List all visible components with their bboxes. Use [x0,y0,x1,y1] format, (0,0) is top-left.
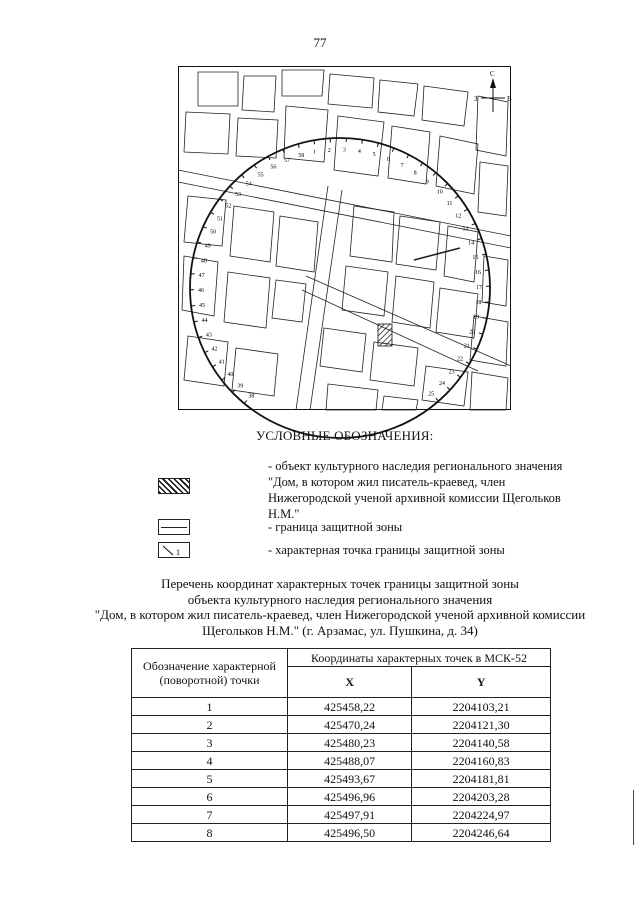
table-cell-x: 425488,07 [288,752,412,770]
table-cell-point: 3 [132,734,288,752]
boundary-point-label: 13 [462,226,469,233]
boundary-point-label: 40 [227,371,234,378]
column-header-y: Y [412,667,551,698]
boundary-point-label: 44 [201,318,208,325]
table-cell-point: 6 [132,788,288,806]
boundary-point-label: 20 [469,329,476,336]
boundary-point-label: 25 [428,391,435,398]
coordinates-list-heading [60,576,620,638]
site-plan-map [178,66,511,410]
boundary-point-label: 57 [284,158,291,165]
boundary-point-label: 43 [205,332,212,339]
boundary-point-label: 4 [357,149,361,156]
table-cell-x: 425496,96 [288,788,412,806]
table-cell-point: 2 [132,716,288,734]
table-row [132,716,551,734]
hatched-building-icon [158,478,190,494]
legend-text-boundary: - граница защитной зоны [268,520,403,534]
table-cell-x: 425480,23 [288,734,412,752]
heading-line-4: Щегольков Н.М." (г. Арзамас, ул. Пушкина, д. 34) [202,622,478,638]
boundary-point-label: 11 [446,201,453,208]
table-row [132,806,551,824]
table-cell-point: 5 [132,770,288,788]
table-cell-y: 2204181,81 [412,770,551,788]
boundary-point-label: 18 [475,299,482,306]
boundary-point-icon [158,542,190,558]
table-cell-point: 4 [132,752,288,770]
boundary-point-label: 46 [198,288,205,295]
boundary-point-label: 39 [237,383,244,390]
boundary-point-label: 55 [257,172,264,179]
table-row [132,788,551,806]
boundary-point-mark [314,140,315,144]
boundary-point-label: 21 [463,343,470,350]
coordinates-table-body [132,698,551,842]
boundary-point-label: 3 [342,147,346,154]
boundary-point-label: 49 [204,243,211,250]
heading-line-1: Перечень координат характерных точек границы защитной зоны [161,576,519,591]
table-cell-point: 8 [132,824,288,842]
table-cell-y: 2204103,21 [412,698,551,716]
scan-edge-mark [633,790,634,845]
heading-line-3: "Дом, в котором жил писатель-краевед, член Нижегородской ученой архивной комиссии [94,607,586,622]
boundary-point-label: 5 [372,152,376,159]
table-cell-point: 7 [132,806,288,824]
boundary-point-label: 47 [198,273,205,280]
boundary-point-label: 8 [413,170,417,177]
boundary-point-label: 50 [210,229,217,236]
table-cell-point: 1 [132,698,288,716]
boundary-point-label: 7 [400,162,404,169]
boundary-point-label: 17 [475,284,482,291]
boundary-point-label: 19 [473,314,480,321]
table-row [132,824,551,842]
boundary-point-label: 48 [200,258,207,265]
table-cell-y: 2204140,58 [412,734,551,752]
table-cell-y: 2204224,97 [412,806,551,824]
map-drawing [178,66,511,410]
boundary-point-label: 22 [456,356,463,363]
boundary-point-label: 41 [218,359,225,366]
boundary-point-label: 6 [386,156,390,163]
boundary-point-label: 10 [436,189,443,196]
page-number: 77 [313,35,327,50]
point-symbol-label: 1 [176,548,180,557]
boundary-point-label: 14 [468,240,475,247]
boundary-point-label: 54 [245,181,252,188]
boundary-point-label: 16 [474,269,481,276]
boundary-point-label: 12 [455,213,462,220]
boundary-point-label: 56 [270,164,277,171]
column-header-coordinates: Координаты характерных точек в МСК-52 [288,649,551,667]
legend-text-heritage: - объект культурного наследия регионального значения "Дом, в котором жил писатель-краевед, член Нижегородской ученой архивной комиссии Щегольков Н.М." [268,459,563,521]
boundary-point-label: 53 [234,192,241,199]
boundary-point-label: 58 [298,153,305,160]
heritage-object [378,324,392,346]
boundary-point-label: 52 [225,203,232,210]
legend-title: УСЛОВНЫЕ ОБОЗНАЧЕНИЯ: [256,428,434,443]
table-row [132,698,551,716]
table-cell-y: 2204203,28 [412,788,551,806]
boundary-point-label: 24 [439,380,446,387]
boundary-point-label: 15 [472,254,479,261]
heading-line-2: объекта культурного наследия регионального значения [187,591,493,607]
column-header-x: X [288,667,412,698]
table-row [132,770,551,788]
boundary-point-label: 51 [217,216,224,223]
column-header-point: Обозначение характерной (поворотной) точки [132,649,288,698]
boundary-point-label: 2 [327,147,331,154]
table-cell-x: 425497,91 [288,806,412,824]
table-cell-y: 2204160,83 [412,752,551,770]
west-label: З [474,95,478,103]
table-cell-y: 2204121,30 [412,716,551,734]
table-cell-x: 425496,50 [288,824,412,842]
table-cell-x: 425493,67 [288,770,412,788]
legend-text-point: - характерная точка границы защитной зоны [268,543,505,557]
table-row [132,752,551,770]
table-cell-x: 425470,24 [288,716,412,734]
north-label: С [490,70,495,78]
table-row [132,734,551,752]
table-cell-x: 425458,22 [288,698,412,716]
boundary-point-label: 42 [211,346,218,353]
boundary-point-label: 1 [312,149,316,156]
coordinates-table [131,648,551,842]
boundary-point-mark [362,140,363,144]
boundary-point-label: 9 [425,179,429,186]
boundary-point-label: 38 [248,393,255,400]
east-label: В [507,95,512,103]
boundary-point-label: 45 [199,303,206,310]
boundary-point-label: 23 [448,369,455,376]
zone-boundary-line-icon [158,519,190,535]
table-cell-y: 2204246,64 [412,824,551,842]
